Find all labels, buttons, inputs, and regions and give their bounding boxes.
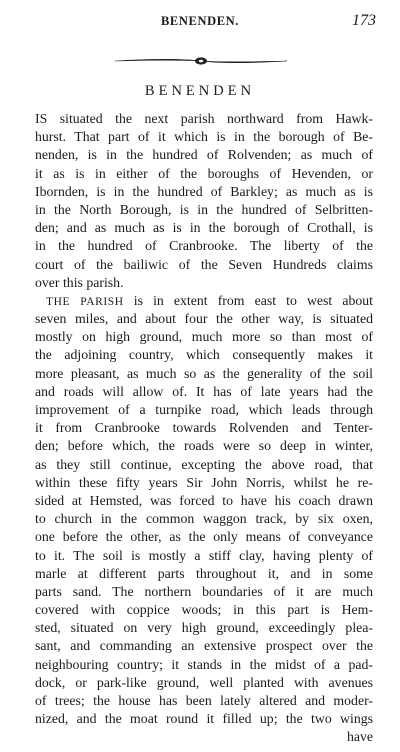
running-head (0, 14, 400, 36)
body-text (35, 110, 373, 747)
text-line: to it. The soil is mostly a stiff clay, having plenty of (35, 547, 373, 563)
text-line: sided at Hemsted, was forced to have his coach drawn (35, 492, 373, 508)
ornamental-rule (113, 56, 289, 66)
text-line: parts sand. The northern boundaries of it are much (35, 583, 373, 599)
text-line: den; and as much as is in the borough of Crothall, is (35, 220, 373, 236)
text-line: as they still continue, excepting the above road, that (35, 456, 373, 472)
text-line: improvement of a turnpike road, which leads through (35, 402, 373, 417)
small-caps-lead: THE PARISH (46, 295, 124, 308)
section-heading: BENENDEN (144, 83, 256, 99)
text-line: mostly on high ground, much more so than most of (35, 329, 373, 345)
text-line: and roads will allow of. It has of late years had the (35, 383, 373, 399)
text-line: it as is in either of the boroughs of Hevenden, or (35, 165, 373, 181)
text-line: neighbouring country; it stands in the midst of a pad- (35, 656, 373, 672)
text-line: more pleasant, as much so as the generality of the soil (35, 365, 373, 381)
text-line: den; before which, the roads were so deep in winter, (35, 438, 373, 454)
text-line: in the North Borough, is in the hundred of Selbritten- (35, 201, 373, 217)
text-line: the adjoining country, which consequently makes it (35, 347, 373, 363)
text-line: of trees; the house has been lately altered and moder- (35, 693, 373, 708)
text-line: hurst. That part of it which is in the borough of Be- (35, 129, 373, 145)
text-line: in the hundred of Cranbrooke. The liberty of the (35, 238, 373, 254)
text-line: Ibornden, is in the hundred of Barkley; as much as is (35, 183, 373, 199)
text-line: sted, situated on very high ground, exceedingly plea- (35, 620, 373, 636)
text-line: it from Cranbrooke towards Rolvenden and Tenter- (35, 420, 373, 436)
text-line: dock, or park-like ground, well planted with avenues (35, 674, 373, 690)
page-number: 173 (352, 12, 376, 29)
paragraph-opening-line (35, 292, 373, 310)
text-line: IS situated the next parish northward from Hawk- (35, 111, 373, 126)
text-line: covered with coppice woods; in this part is Hem- (35, 602, 373, 618)
text-line: seven miles, and about four the other way, is situated (35, 311, 373, 327)
running-title: BENENDEN. (161, 14, 239, 28)
text-line: court of the bailiwic of the Seven Hundreds claims (35, 256, 373, 272)
opening-line-rest: is in extent from east to west about (123, 292, 373, 308)
text-line: over this parish. (35, 274, 124, 290)
text-line: nenden, is in the hundred of Rolvenden; as much of (35, 147, 373, 163)
text-line: sant, and commanding an extensive prospect over the (35, 638, 373, 654)
text-line: within these fifty years Sir John Norris, whilst he re- (35, 474, 373, 490)
text-line: one before the other, as the only means of conveyance (35, 529, 373, 545)
text-line: nized, and the moat round it filled up; the two wings (35, 711, 373, 727)
text-line: marle at different parts throughout it, and in some (35, 565, 373, 581)
catchword: have (346, 729, 373, 745)
text-line: to church in the common waggon track, by six oxen, (35, 511, 373, 527)
